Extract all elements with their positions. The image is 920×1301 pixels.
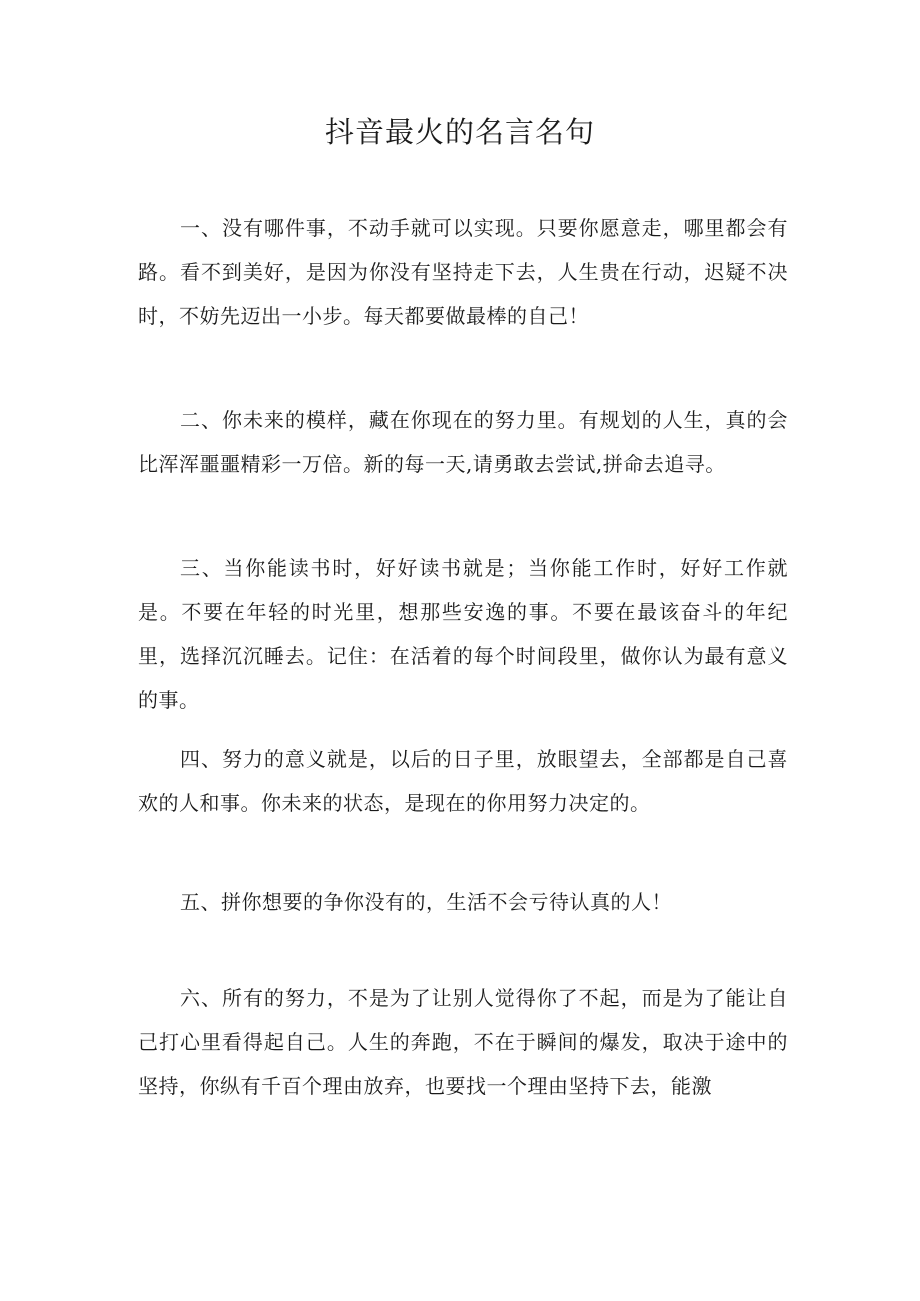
document-title: 抖音最火的名言名句	[324, 115, 595, 149]
quote-paragraph-5: 五、拼你想要的争你没有的，生活不会亏待认真的人！	[180, 890, 672, 914]
quote-paragraph-1: 一、没有哪件事，不动手就可以实现。只要你愿意走，哪里都会有路。看不到美好，是因为你没有坚持走下去，人生贵在行动，迟疑不决时，不妨先迈出一小步。每天都要做最棒的自己！	[138, 216, 788, 328]
quote-paragraph-6: 六、所有的努力，不是为了让别人觉得你了不起，而是为了能让自己打心里看得起自己。人生的奔跑，不在于瞬间的爆发，取决于途中的坚持，你纵有千百个理由放弃，也要找一个理由坚持下去，能激	[138, 986, 788, 1098]
quote-paragraph-4: 四、努力的意义就是，以后的日子里，放眼望去，全部都是自己喜欢的人和事。你未来的状态，是现在的你用努力决定的。	[138, 747, 788, 815]
quote-paragraph-2: 二、你未来的模样，藏在你现在的努力里。有规划的人生，真的会比浑浑噩噩精彩一万倍。新的每一天,请勇敢去尝试,拼命去追寻。	[138, 408, 788, 476]
quote-paragraph-3: 三、当你能读书时，好好读书就是；当你能工作时，好好工作就是。不要在年轻的时光里，想那些安逸的事。不要在最该奋斗的年纪里，选择沉沉睡去。记住：在活着的每个时间段里，做你认为最有意义的事。	[138, 556, 788, 712]
